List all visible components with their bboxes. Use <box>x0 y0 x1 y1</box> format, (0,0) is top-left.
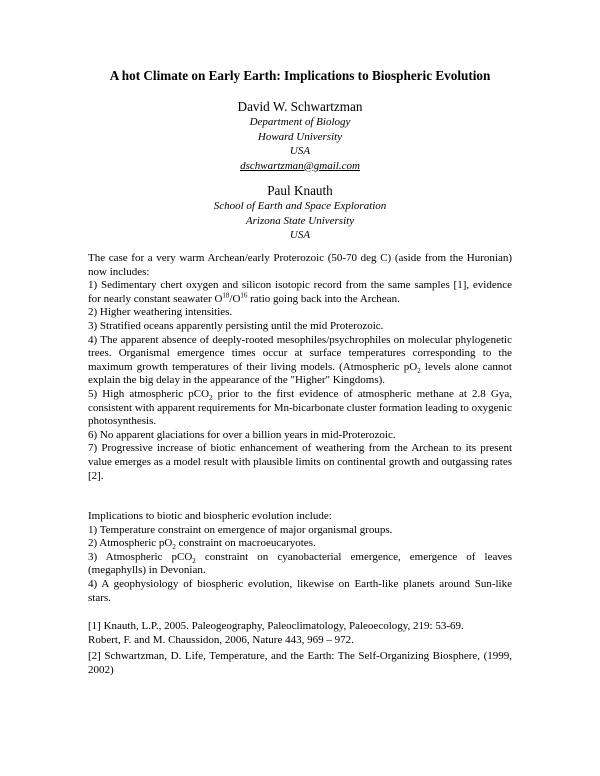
author-block-1 <box>0 99 600 173</box>
implications-intro: Implications to biotic and biospheric evolution include: <box>88 510 332 522</box>
case-item-3: 3) Stratified oceans apparently persisting until the mid Proterozoic. <box>88 319 384 332</box>
implications-item-2: 2) Atmospheric $pO_2$ constraint on macroeucaryotes. <box>88 537 316 552</box>
reference-1-line-2: Robert, F. and M. Chaussidon, 2006, Nature 443, 969 – 972. <box>88 633 354 646</box>
author-country: USA <box>289 145 311 158</box>
implications-section <box>88 510 512 605</box>
author-name: Paul Knauth <box>267 183 333 198</box>
implications-item-4: 4) A geophysiology of biospheric evolution, likewise on Earth-like planets around Sun-like stars. <box>88 577 512 604</box>
case-item-6: 6) No apparent glaciations for over a billion years in mid-Proterozoic. <box>88 428 396 441</box>
case-item-5: 5) High atmospheric pCO$_2$ prior to the first evidence of atmospheric methane at 2.8 Gya, consistent with apparent requirements for Mn-bicarbonate cluster formation leading to oxygenic photosynthesis. <box>88 387 512 428</box>
implications-item-3: 3) Atmospheric pCO$_2$ constraint on cyanobacterial emergence, emergence of leaves (megaphylls) in Devonian. <box>88 550 512 577</box>
implications-item-1: 1) Temperature constraint on emergence of major organismal groups. <box>88 523 393 536</box>
author-institution: Howard University <box>257 130 343 143</box>
references-section <box>88 620 512 677</box>
case-item-7: 7) Progressive increase of biotic enhancement of weathering from the Archean to its present value emerges as a model result with plausible limits on continental growth and outgassing rates [2]. <box>88 442 512 482</box>
author-institution: Arizona State University <box>245 214 355 227</box>
case-item-1: 1) Sedimentary chert oxygen and silicon isotopic record from the same samples [1], evidence for nearly constant seawater $O^{18}/O^{16}$ ratio going back into the Archean. <box>88 279 512 305</box>
author-name: David W. Schwartzman <box>237 99 363 114</box>
author-department: Department of Biology <box>249 116 351 128</box>
author-country: USA <box>289 229 311 242</box>
case-item-2: 2) Higher weathering intensities. <box>88 306 233 319</box>
case-section <box>88 252 512 483</box>
reference-2: [2] Schwartzman, D. Life, Temperature, and the Earth: The Self-Organizing Biosphere, (1999, 2002) <box>88 650 512 676</box>
reference-1-line-1: [1] Knauth, L.P., 2005. Paleogeography, Paleoclimatology, Paleoecology, 219: 53-69. <box>88 620 464 632</box>
case-intro: The case for a very warm Archean/early Proterozoic (50-70 deg C) (aside from the Huronian) now includes: <box>88 252 512 278</box>
author-department: School of Earth and Space Exploration <box>213 200 387 212</box>
author-block-2 <box>0 183 600 243</box>
author-email-link[interactable]: dschwartzman@gmail.com <box>240 159 360 172</box>
case-item-4: 4) The apparent absence of deeply-rooted mesophiles/psychrophiles on molecular phylogenetic trees. Organismal emergence times occur at surface temperatures corresponding to the maximum growth temperatures of their living models. (Atmospheric $pO_2$ levels alone cannot explain the big delay in the appearance of the "Higher" Kingdoms). <box>88 333 512 387</box>
paper-title: A hot Climate on Early Earth: Implications to Biospheric Evolution <box>109 68 491 83</box>
